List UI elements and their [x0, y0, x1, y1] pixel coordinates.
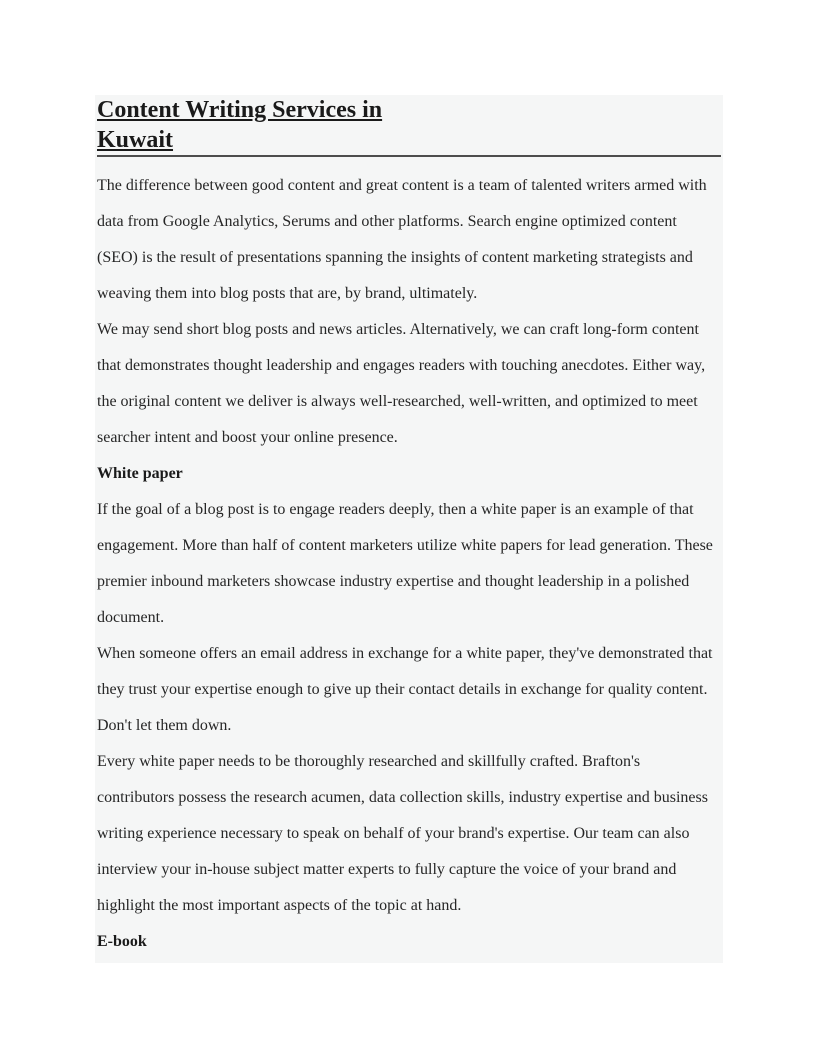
heading-ebook: E-book	[97, 933, 147, 950]
paragraph-intro-2: We may send short blog posts and news articles. Alternatively, we can craft long-form content that demonstrates thought leadership and engages readers with touching anecdotes. Either way, the original content we deliver is always well-researched, well-written, and optimized to meet searcher intent and boost your online presence.	[97, 321, 706, 446]
paragraph-white-paper-2: When someone offers an email address in exchange for a white paper, they've demonstrated that they trust your expertise enough to give up their contact details in exchange for quality content. Don't let them down.	[97, 645, 713, 734]
page-title	[97, 95, 721, 157]
paragraph-intro-1: The difference between good content and great content is a team of talented writers armed with data from Google Analytics, Serums and other platforms. Search engine optimized content (SEO) is the result of presentations spanning the insights of content marketing strategists and weaving them into blog posts that are, by brand, ultimately.	[97, 177, 707, 302]
page-title-line-2: Kuwait	[97, 127, 174, 153]
content-area	[95, 95, 723, 963]
paragraph-white-paper-3: Every white paper needs to be thoroughly researched and skillfully crafted. Brafton's contributors possess the research acumen, data collection skills, industry expertise and business writing experience necessary to speak on behalf of your brand's expertise. Our team can also interview your in-house subject matter experts to fully capture the voice of your brand and highlight the most important aspects of the topic at hand.	[97, 753, 708, 914]
page-title-line-1: Content Writing Services in	[97, 97, 383, 123]
paragraph-white-paper-1: If the goal of a blog post is to engage readers deeply, then a white paper is an example of that engagement. More than half of content marketers utilize white papers for lead generation. These premier inbound marketers showcase industry expertise and thought leadership in a polished document.	[97, 501, 713, 626]
heading-white-paper: White paper	[97, 465, 183, 482]
